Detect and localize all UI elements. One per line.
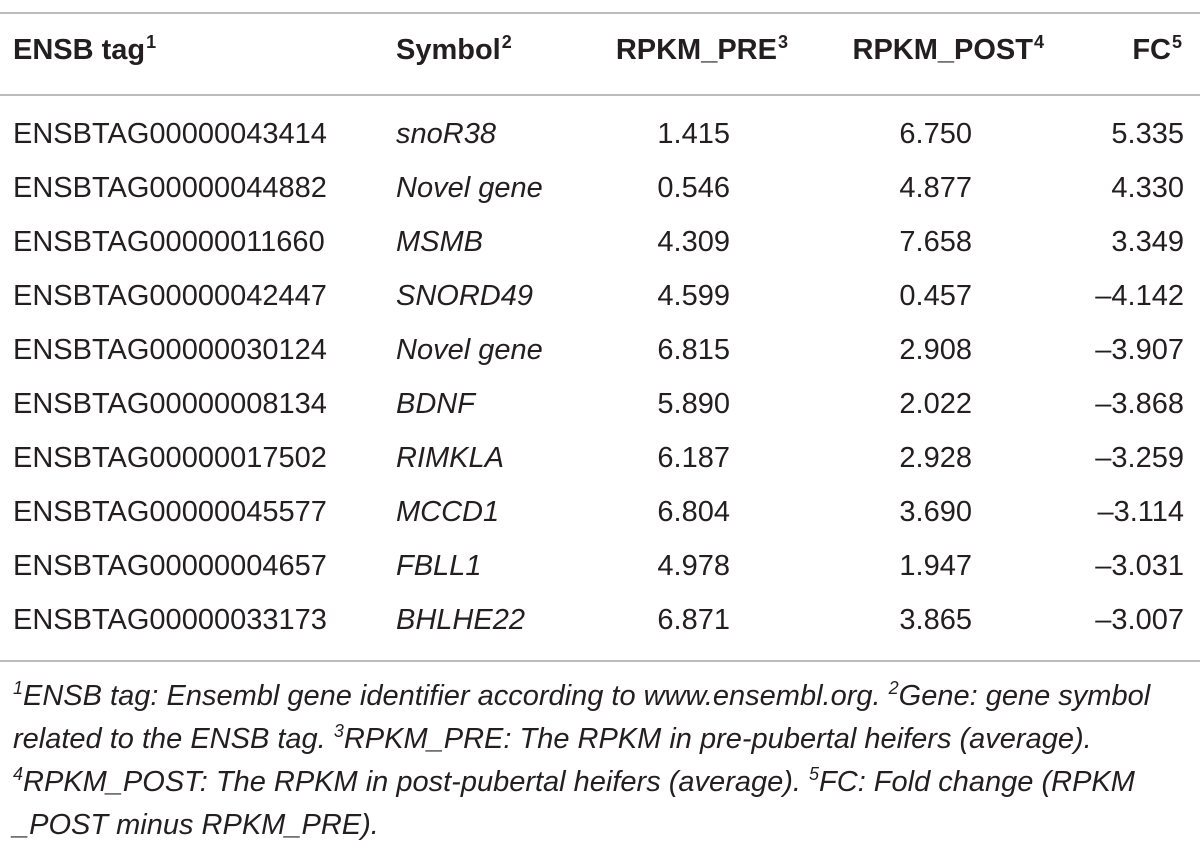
cell-fc: –3.868 <box>1095 388 1184 420</box>
cell-ensb-tag: ENSBTAG00000042447 <box>13 280 327 312</box>
cell-symbol: RIMKLA <box>396 442 504 474</box>
cell-ensb-tag: ENSBTAG00000043414 <box>13 118 327 150</box>
cell-fc: 4.330 <box>1111 172 1184 204</box>
cell-rpkm-pre: 5.890 <box>657 388 730 420</box>
cell-ensb-tag: ENSBTAG00000044882 <box>13 172 327 204</box>
cell-rpkm-pre: 1.415 <box>657 118 730 150</box>
cell-fc: –3.007 <box>1095 604 1184 636</box>
column-header-ensb-tag: ENSB tag$^1$ <box>13 32 157 66</box>
cell-rpkm-pre: 4.978 <box>657 550 730 582</box>
cell-ensb-tag: ENSBTAG00000017502 <box>13 442 327 474</box>
cell-symbol: MCCD1 <box>396 496 500 528</box>
cell-rpkm-post: 6.750 <box>899 118 972 150</box>
cell-rpkm-pre: 6.871 <box>657 604 730 636</box>
cell-rpkm-pre: 6.187 <box>657 442 730 474</box>
cell-rpkm-post: 4.877 <box>899 172 972 204</box>
cell-symbol: Novel gene <box>396 334 543 366</box>
cell-symbol: Novel gene <box>396 172 543 204</box>
table-bottom-rule <box>0 660 1200 662</box>
footnote-4: $^4$RPKM_POST: The RPKM in post-pubertal heifers (average). <box>13 764 810 798</box>
cell-fc: –3.259 <box>1095 442 1184 474</box>
column-header-symbol: Symbol$^2$ <box>396 32 512 66</box>
cell-rpkm-post: 0.457 <box>899 280 972 312</box>
cell-rpkm-post: 2.022 <box>899 388 972 420</box>
table-top-rule <box>0 12 1200 14</box>
cell-ensb-tag: ENSBTAG00000011660 <box>13 226 325 258</box>
cell-fc: 5.335 <box>1111 118 1184 150</box>
header-rule <box>0 94 1200 96</box>
cell-rpkm-post: 1.947 <box>899 550 972 582</box>
footnote-5: $^5$FC: Fold change (RPKM _POST minus RPKM_PRE). <box>13 764 1135 841</box>
cell-rpkm-pre: 4.599 <box>657 280 730 312</box>
cell-rpkm-pre: 0.546 <box>657 172 730 204</box>
cell-symbol: snoR38 <box>396 118 496 150</box>
cell-symbol: SNORD49 <box>396 280 533 312</box>
cell-rpkm-pre: 4.309 <box>657 226 730 258</box>
cell-rpkm-post: 7.658 <box>899 226 972 258</box>
cell-ensb-tag: ENSBTAG00000033173 <box>13 604 327 636</box>
column-header-rpkm-pre: RPKM_PRE$^3$ <box>615 32 788 66</box>
table-footnotes <box>13 676 1188 845</box>
cell-rpkm-post: 2.908 <box>899 334 972 366</box>
cell-symbol: BHLHE22 <box>396 604 525 636</box>
cell-rpkm-post: 3.690 <box>899 496 972 528</box>
cell-fc: –3.907 <box>1095 334 1184 366</box>
cell-rpkm-pre: 6.804 <box>657 496 730 528</box>
footnote-2: $^2$Gene: gene symbol related to the ENSB tag. <box>13 678 1151 755</box>
column-header-fc: $FC^5$ <box>1132 32 1182 66</box>
cell-symbol: BDNF <box>396 388 475 420</box>
cell-fc: –3.031 <box>1095 550 1184 582</box>
cell-fc: –4.142 <box>1095 280 1184 312</box>
cell-rpkm-pre: 6.815 <box>657 334 730 366</box>
cell-ensb-tag: ENSBTAG00000030124 <box>13 334 327 366</box>
cell-symbol: FBLL1 <box>396 550 482 582</box>
cell-ensb-tag: ENSBTAG00000008134 <box>13 388 327 420</box>
footnote-1: $^1$ENSB tag: Ensembl gene identifier according to www.ensembl.org. <box>13 678 889 712</box>
cell-rpkm-post: 2.928 <box>899 442 972 474</box>
footnote-3: $^3$RPKM_PRE: The RPKM in pre-pubertal heifers (average). <box>333 721 1092 755</box>
cell-symbol: MSMB <box>396 226 483 258</box>
column-header-rpkm-post: RPKM_POST$^4$ <box>852 32 1044 66</box>
cell-rpkm-post: 3.865 <box>899 604 972 636</box>
cell-fc: –3.114 <box>1097 496 1184 528</box>
cell-fc: 3.349 <box>1111 226 1184 258</box>
cell-ensb-tag: ENSBTAG00000004657 <box>13 550 327 582</box>
cell-ensb-tag: ENSBTAG00000045577 <box>13 496 327 528</box>
